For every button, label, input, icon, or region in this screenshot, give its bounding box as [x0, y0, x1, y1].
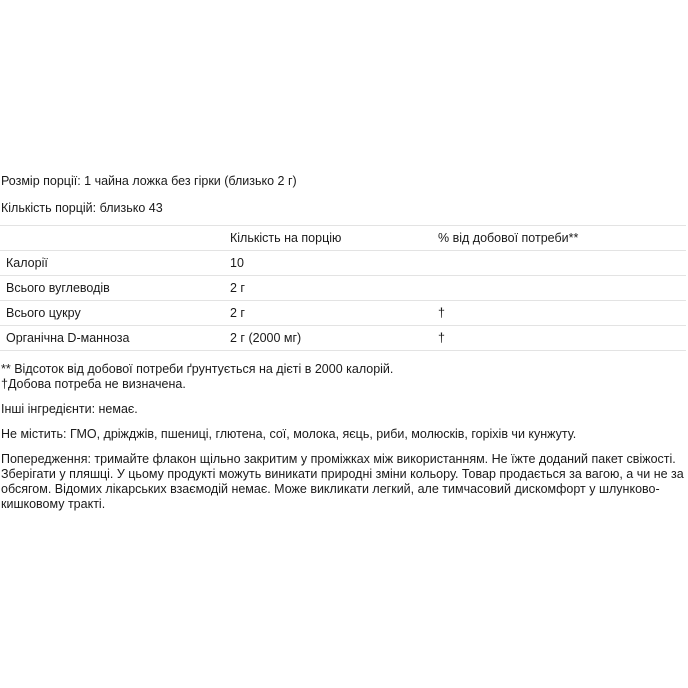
- warning-line: Попередження: тримайте флакон щільно закритим у проміжках між використанням. Не їжте доданий пакет свіжості.: [1, 452, 676, 466]
- footnote-not-established: †Добова потреба не визначена.: [1, 377, 186, 391]
- other-ingredients: Інші інгредієнти: немає.: [1, 402, 138, 416]
- nutrient-daily-value: [432, 276, 686, 301]
- header-nutrient: [0, 226, 224, 251]
- nutrient-amount: 2 г: [224, 276, 432, 301]
- header-daily-value: % від добової потреби**: [432, 226, 686, 251]
- warning-section: [0, 452, 686, 512]
- supplement-facts: [0, 174, 686, 512]
- table-row: [0, 276, 686, 301]
- nutrient-name: Всього вуглеводів: [0, 276, 224, 301]
- nutrient-name: Всього цукру: [0, 301, 224, 326]
- warning-line: кишковому тракті.: [1, 497, 106, 511]
- does-not-contain: Не містить: ГМО, дріжджів, пшениці, глютена, сої, молока, яєць, риби, молюсків, горіхів чи кунжуту.: [1, 427, 577, 441]
- warning-line: Зберігати у пляшці. У цьому продукті можуть виникати природні зміни кольору. Товар продається за вагою, а чи не за: [1, 467, 684, 481]
- servings-per-container: Кількість порцій: близько 43: [1, 201, 163, 215]
- other-ingredients-section: [0, 402, 686, 417]
- header-amount: Кількість на порцію: [224, 226, 432, 251]
- nutrient-amount: 10: [224, 251, 432, 276]
- serving-size: Розмір порції: 1 чайна ложка без гірки (близько 2 г): [1, 174, 297, 188]
- table-row: [0, 301, 686, 326]
- footnote-daily-value: ** Відсоток від добової потреби ґрунтується на дієті в 2000 калорій.: [1, 362, 394, 376]
- table-header-row: [0, 226, 686, 251]
- table-row: [0, 326, 686, 351]
- nutrient-name: Калорії: [0, 251, 224, 276]
- footnotes: [0, 362, 686, 392]
- table-row: [0, 251, 686, 276]
- warning-line: обсягом. Відомих лікарських взаємодій немає. Може викликати легкий, але тимчасовий дискомфорт у шлунково-: [1, 482, 660, 496]
- nutrient-daily-value: [432, 251, 686, 276]
- nutrient-amount: 2 г (2000 мг): [224, 326, 432, 351]
- nutrient-amount: 2 г: [224, 301, 432, 326]
- nutrient-name: Органічна D-манноза: [0, 326, 224, 351]
- nutrition-table: [0, 225, 686, 351]
- allergen-section: [0, 427, 686, 442]
- nutrient-daily-value: †: [432, 326, 686, 351]
- nutrient-daily-value: †: [432, 301, 686, 326]
